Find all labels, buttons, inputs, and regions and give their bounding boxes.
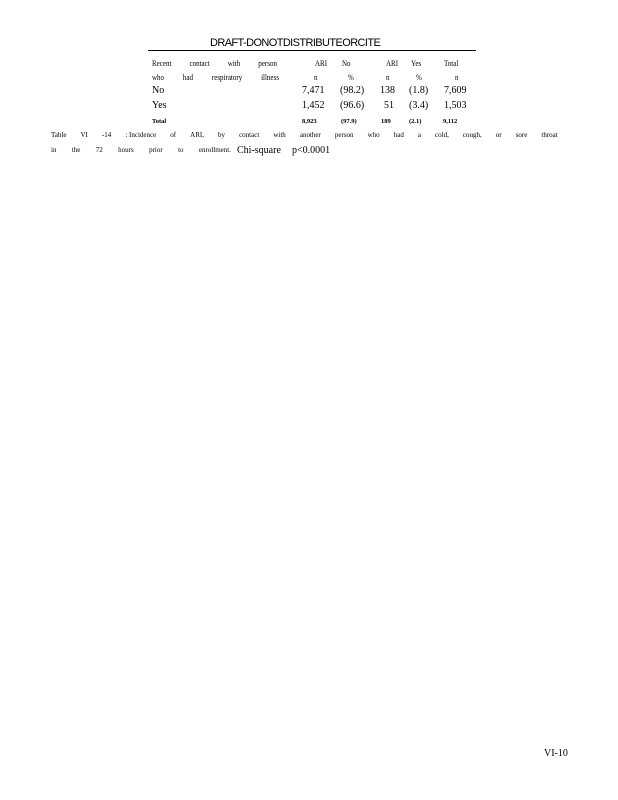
cell-total-total: 9,112	[443, 118, 458, 125]
caption-word: : Incidence	[125, 131, 157, 139]
cell-no-ari-yes-pct: (1.8)	[409, 85, 429, 96]
unit-ari-yes-pct: %	[416, 72, 422, 83]
unit-ari-yes-n: n	[386, 72, 390, 83]
row-header-line-2	[152, 71, 279, 84]
cell-total-ari-yes-pct: (2.1)	[409, 118, 422, 125]
cell-no-ari-no-pct: (98.2)	[340, 85, 365, 96]
caption-line-2-wrap	[51, 146, 231, 155]
cell-total-ari-no-n: 8,923	[302, 118, 317, 125]
caption-word: with	[273, 131, 286, 139]
col-header-ari-no: ARI	[315, 58, 328, 69]
unit-ari-no-n: n	[314, 72, 318, 83]
col-header-ari-yes: ARI	[386, 58, 399, 69]
caption-word: the	[71, 146, 81, 154]
caption-word: enrollment.	[198, 146, 231, 154]
caption-word: person	[334, 131, 354, 139]
row-label-no: No	[152, 85, 165, 96]
caption-word: VI	[80, 131, 88, 139]
row-header-line-1	[152, 57, 277, 70]
row-header-word: respiratory	[211, 72, 243, 83]
row-label-yes: Yes	[152, 100, 167, 111]
row-header-word: with	[227, 58, 241, 69]
caption-word: cold,	[435, 131, 449, 139]
caption-word: of	[170, 131, 177, 139]
caption-line-2	[51, 146, 231, 155]
caption-word: Table	[51, 131, 67, 139]
row-header-word: had	[182, 72, 194, 83]
caption-word: or	[495, 131, 502, 139]
unit-ari-no-pct: %	[348, 72, 354, 83]
cell-no-ari-yes-n: 138	[380, 85, 395, 96]
caption-word: cough,	[462, 131, 482, 139]
caption-word: 72	[95, 146, 103, 154]
page-number: VI-10	[544, 748, 568, 759]
caption-word: a	[417, 131, 421, 139]
caption-word: in	[51, 146, 57, 154]
table-top-rule	[148, 50, 476, 51]
table-caption	[51, 131, 558, 140]
p-value: p<0.0001	[292, 145, 331, 156]
cell-no-ari-no-n: 7,471	[302, 85, 325, 96]
cell-yes-ari-no-n: 1,452	[302, 100, 325, 111]
col-header-ari-yes-status: Yes	[411, 58, 422, 69]
row-header-word: contact	[189, 58, 210, 69]
caption-word: prior	[149, 146, 163, 154]
caption-word: sore	[515, 131, 528, 139]
caption-word: hours	[118, 146, 134, 154]
row-label-total: Total	[152, 118, 167, 125]
caption-word: -14	[101, 131, 112, 139]
caption-word: another	[299, 131, 321, 139]
caption-word: had	[393, 131, 404, 139]
row-header-word: illness	[261, 72, 279, 83]
caption-line-1	[51, 131, 558, 140]
cell-yes-total: 1,503	[444, 100, 467, 111]
row-header-word: Recent	[152, 58, 172, 69]
caption-word: to	[178, 146, 184, 154]
draft-notice: DRAFT-DONOTDISTRIBUTEORCITE	[210, 37, 381, 49]
caption-word: throat	[541, 131, 558, 139]
caption-word: who	[367, 131, 380, 139]
col-header-ari-no-status: No	[342, 58, 351, 69]
cell-yes-ari-yes-n: 51	[384, 100, 394, 111]
cell-total-ari-yes-n: 189	[381, 118, 391, 125]
cell-no-total: 7,609	[444, 85, 467, 96]
cell-yes-ari-yes-pct: (3.4)	[409, 100, 429, 111]
caption-word: ARI,	[190, 131, 204, 139]
cell-yes-ari-no-pct: (96.6)	[340, 100, 365, 111]
stat-test-label: Chi-square	[237, 145, 281, 156]
row-header-word: who	[152, 72, 165, 83]
unit-total-n: n	[455, 72, 459, 83]
caption-word: by	[218, 131, 226, 139]
col-header-total: Total	[444, 58, 459, 69]
row-header-word: person	[258, 58, 277, 69]
caption-word: contact	[239, 131, 260, 139]
cell-total-ari-no-pct: (97.9)	[341, 118, 357, 125]
